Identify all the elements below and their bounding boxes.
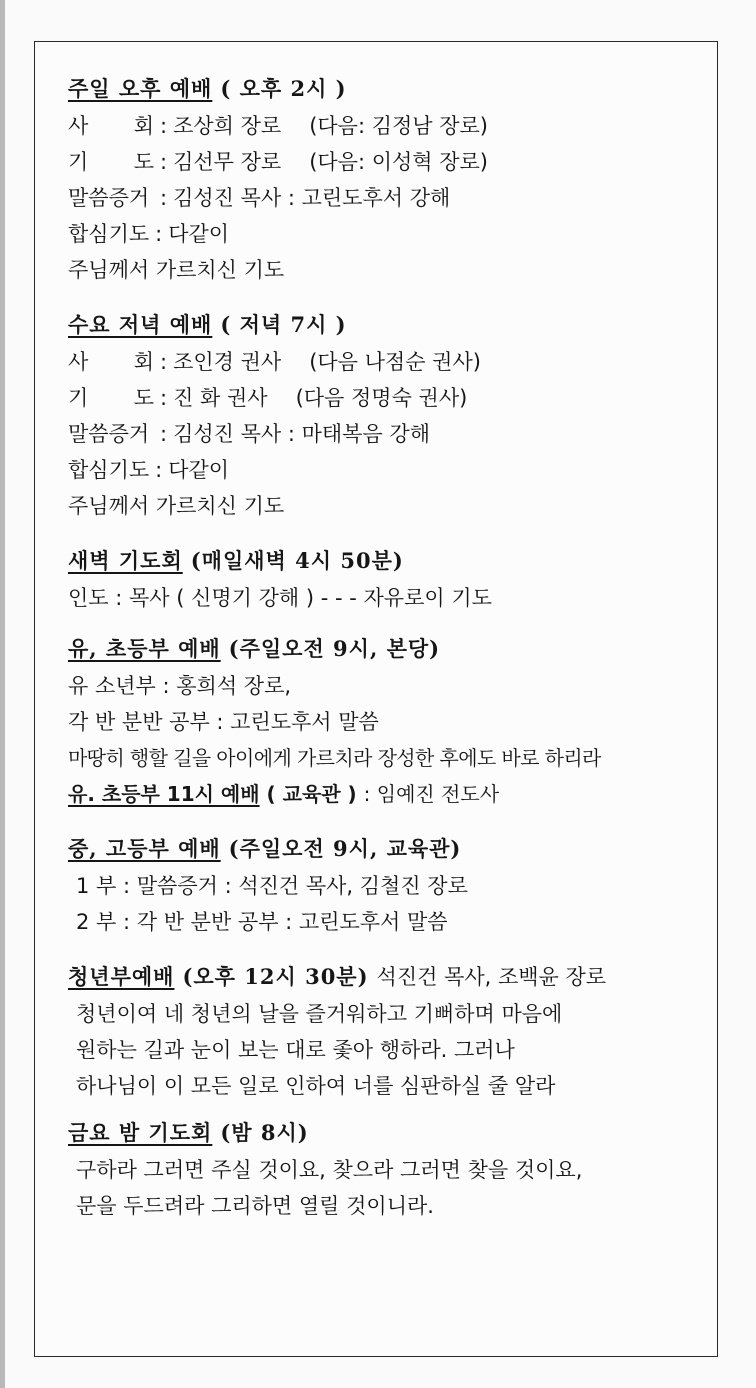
heading-title: 금요 밤 기도회 (68, 1120, 213, 1145)
sermon-line: 말씀증거 : 김성진 목사 : 고린도후서 강해 (68, 180, 718, 216)
kids-verse-line: 마땅히 행할 길을 아이에게 가르치라 장성한 후에도 바로 하리라 (68, 746, 601, 770)
prayer-line: 기 도 : 진 화 권사 (다음 정명숙 권사) (68, 380, 718, 416)
section-heading (68, 958, 718, 996)
prayer-value: 김선무 장로 (173, 150, 282, 174)
kids-leader-line: 유 소년부 : 홍희석 장로, (68, 674, 292, 698)
heading-time: (매일새벽 4시 50분) (190, 548, 404, 573)
verse-line: 청년이여 네 청년의 날을 즐거워하고 기뻐하며 마음에 (76, 1002, 563, 1026)
host-label: 사 회 (68, 350, 154, 374)
section-heading (68, 1114, 718, 1152)
section-young-adults (68, 958, 718, 1104)
host-label: 사 회 (68, 114, 154, 138)
unison-value: 다같이 (168, 222, 230, 246)
section-friday-night (68, 1114, 718, 1224)
unison-line: 합심기도 : 다같이 (68, 216, 718, 252)
verse-line: 구하라 그러면 주실 것이요, 찾으라 그러면 찾을 것이요, (76, 1158, 583, 1182)
verse-line: 원하는 길과 눈이 보는 대로 좇아 행하라. 그러나 (76, 1038, 515, 1062)
prayer-next: (다음 정명숙 권사) (295, 386, 468, 410)
kids-class-line: 각 반 분반 공부 : 고린도후서 말씀 (68, 710, 379, 734)
section-heading (68, 630, 718, 668)
host-line: 사 회 : 조인경 권사 (다음 나점순 권사) (68, 344, 718, 380)
section-heading (68, 830, 718, 868)
host-next: (다음 나점순 권사) (309, 350, 481, 374)
sermon-line: 말씀증거 : 김성진 목사 : 마태복음 강해 (68, 416, 718, 452)
heading-title: 수요 저녁 예배 (68, 312, 213, 337)
host-line: 사 회 : 조상희 장로 (다음: 김정남 장로) (68, 108, 718, 144)
heading-time: (오후 12시 30분) (182, 964, 369, 989)
verse-line: 하나님이 이 모든 일로 인하여 너를 심판하실 줄 알라 (76, 1074, 556, 1098)
heading-title: 청년부예배 (68, 964, 175, 989)
heading-time: (주일오전 9시, 교육관) (228, 836, 462, 861)
host-value: 조상희 장로 (173, 114, 282, 138)
prayer-label: 기 도 (68, 150, 154, 174)
heading-title: 주일 오후 예배 (68, 76, 213, 101)
prayer-next: (다음: 이성혁 장로) (309, 150, 489, 174)
lords-prayer-line: 주님께서 가르치신 기도 (68, 258, 285, 282)
section-heading (68, 70, 718, 108)
heading-time: (밤 8시) (220, 1120, 309, 1145)
sub-service-leader: : 임예진 전도사 (363, 782, 500, 806)
prayer-label: 기 도 (68, 386, 154, 410)
heading-title: 중, 고등부 예배 (68, 836, 221, 861)
sermon-label: 말씀증거 (68, 186, 150, 210)
section-youth (68, 830, 718, 940)
prayer-line: 기 도 : 김선무 장로 (다음: 이성혁 장로) (68, 144, 718, 180)
prayer-value: 진 화 권사 (173, 386, 268, 410)
heading-time: (주일오전 9시, 본당) (228, 636, 441, 661)
lords-prayer-line: 주님께서 가르치신 기도 (68, 494, 285, 518)
youth-part1-line: 1 부 : 말씀증거 : 석진건 목사, 김철진 장로 (76, 874, 468, 898)
sub-service-title: 유. 초등부 11시 예배 (68, 782, 260, 806)
sub-service-place: ( 교육관 ) (266, 782, 357, 806)
sermon-label: 말씀증거 (68, 422, 150, 446)
section-heading (68, 542, 718, 580)
heading-time: ( 오후 2시 ) (220, 76, 347, 101)
heading-title: 유, 초등부 예배 (68, 636, 221, 661)
sermon-value: 김성진 목사 : 고린도후서 강해 (173, 186, 451, 210)
section-wednesday-evening (68, 306, 718, 524)
section-dawn-prayer (68, 542, 718, 616)
host-next: (다음: 김정남 장로) (309, 114, 489, 138)
sermon-value: 김성진 목사 : 마태복음 강해 (173, 422, 430, 446)
kids-sub-service (68, 776, 718, 812)
section-sunday-afternoon (68, 70, 718, 288)
heading-leaders: 석진건 목사, 조백윤 장로 (376, 965, 607, 989)
unison-value: 다같이 (168, 458, 230, 482)
heading-title: 새벽 기도회 (68, 548, 183, 573)
host-value: 조인경 권사 (173, 350, 282, 374)
section-heading (68, 306, 718, 344)
section-kids (68, 630, 718, 812)
bulletin-content (68, 70, 718, 1224)
heading-time: ( 저녁 7시 ) (220, 312, 347, 337)
unison-label: 합심기도 (68, 222, 150, 246)
unison-line: 합심기도 : 다같이 (68, 452, 718, 488)
youth-part2-line: 2 부 : 각 반 분반 공부 : 고린도후서 말씀 (76, 910, 448, 934)
dawn-leader-line: 인도 : 목사 ( 신명기 강해 ) - - - 자유로이 기도 (68, 586, 492, 610)
verse-line: 문을 두드려라 그리하면 열릴 것이니라. (76, 1194, 434, 1218)
unison-label: 합심기도 (68, 458, 150, 482)
